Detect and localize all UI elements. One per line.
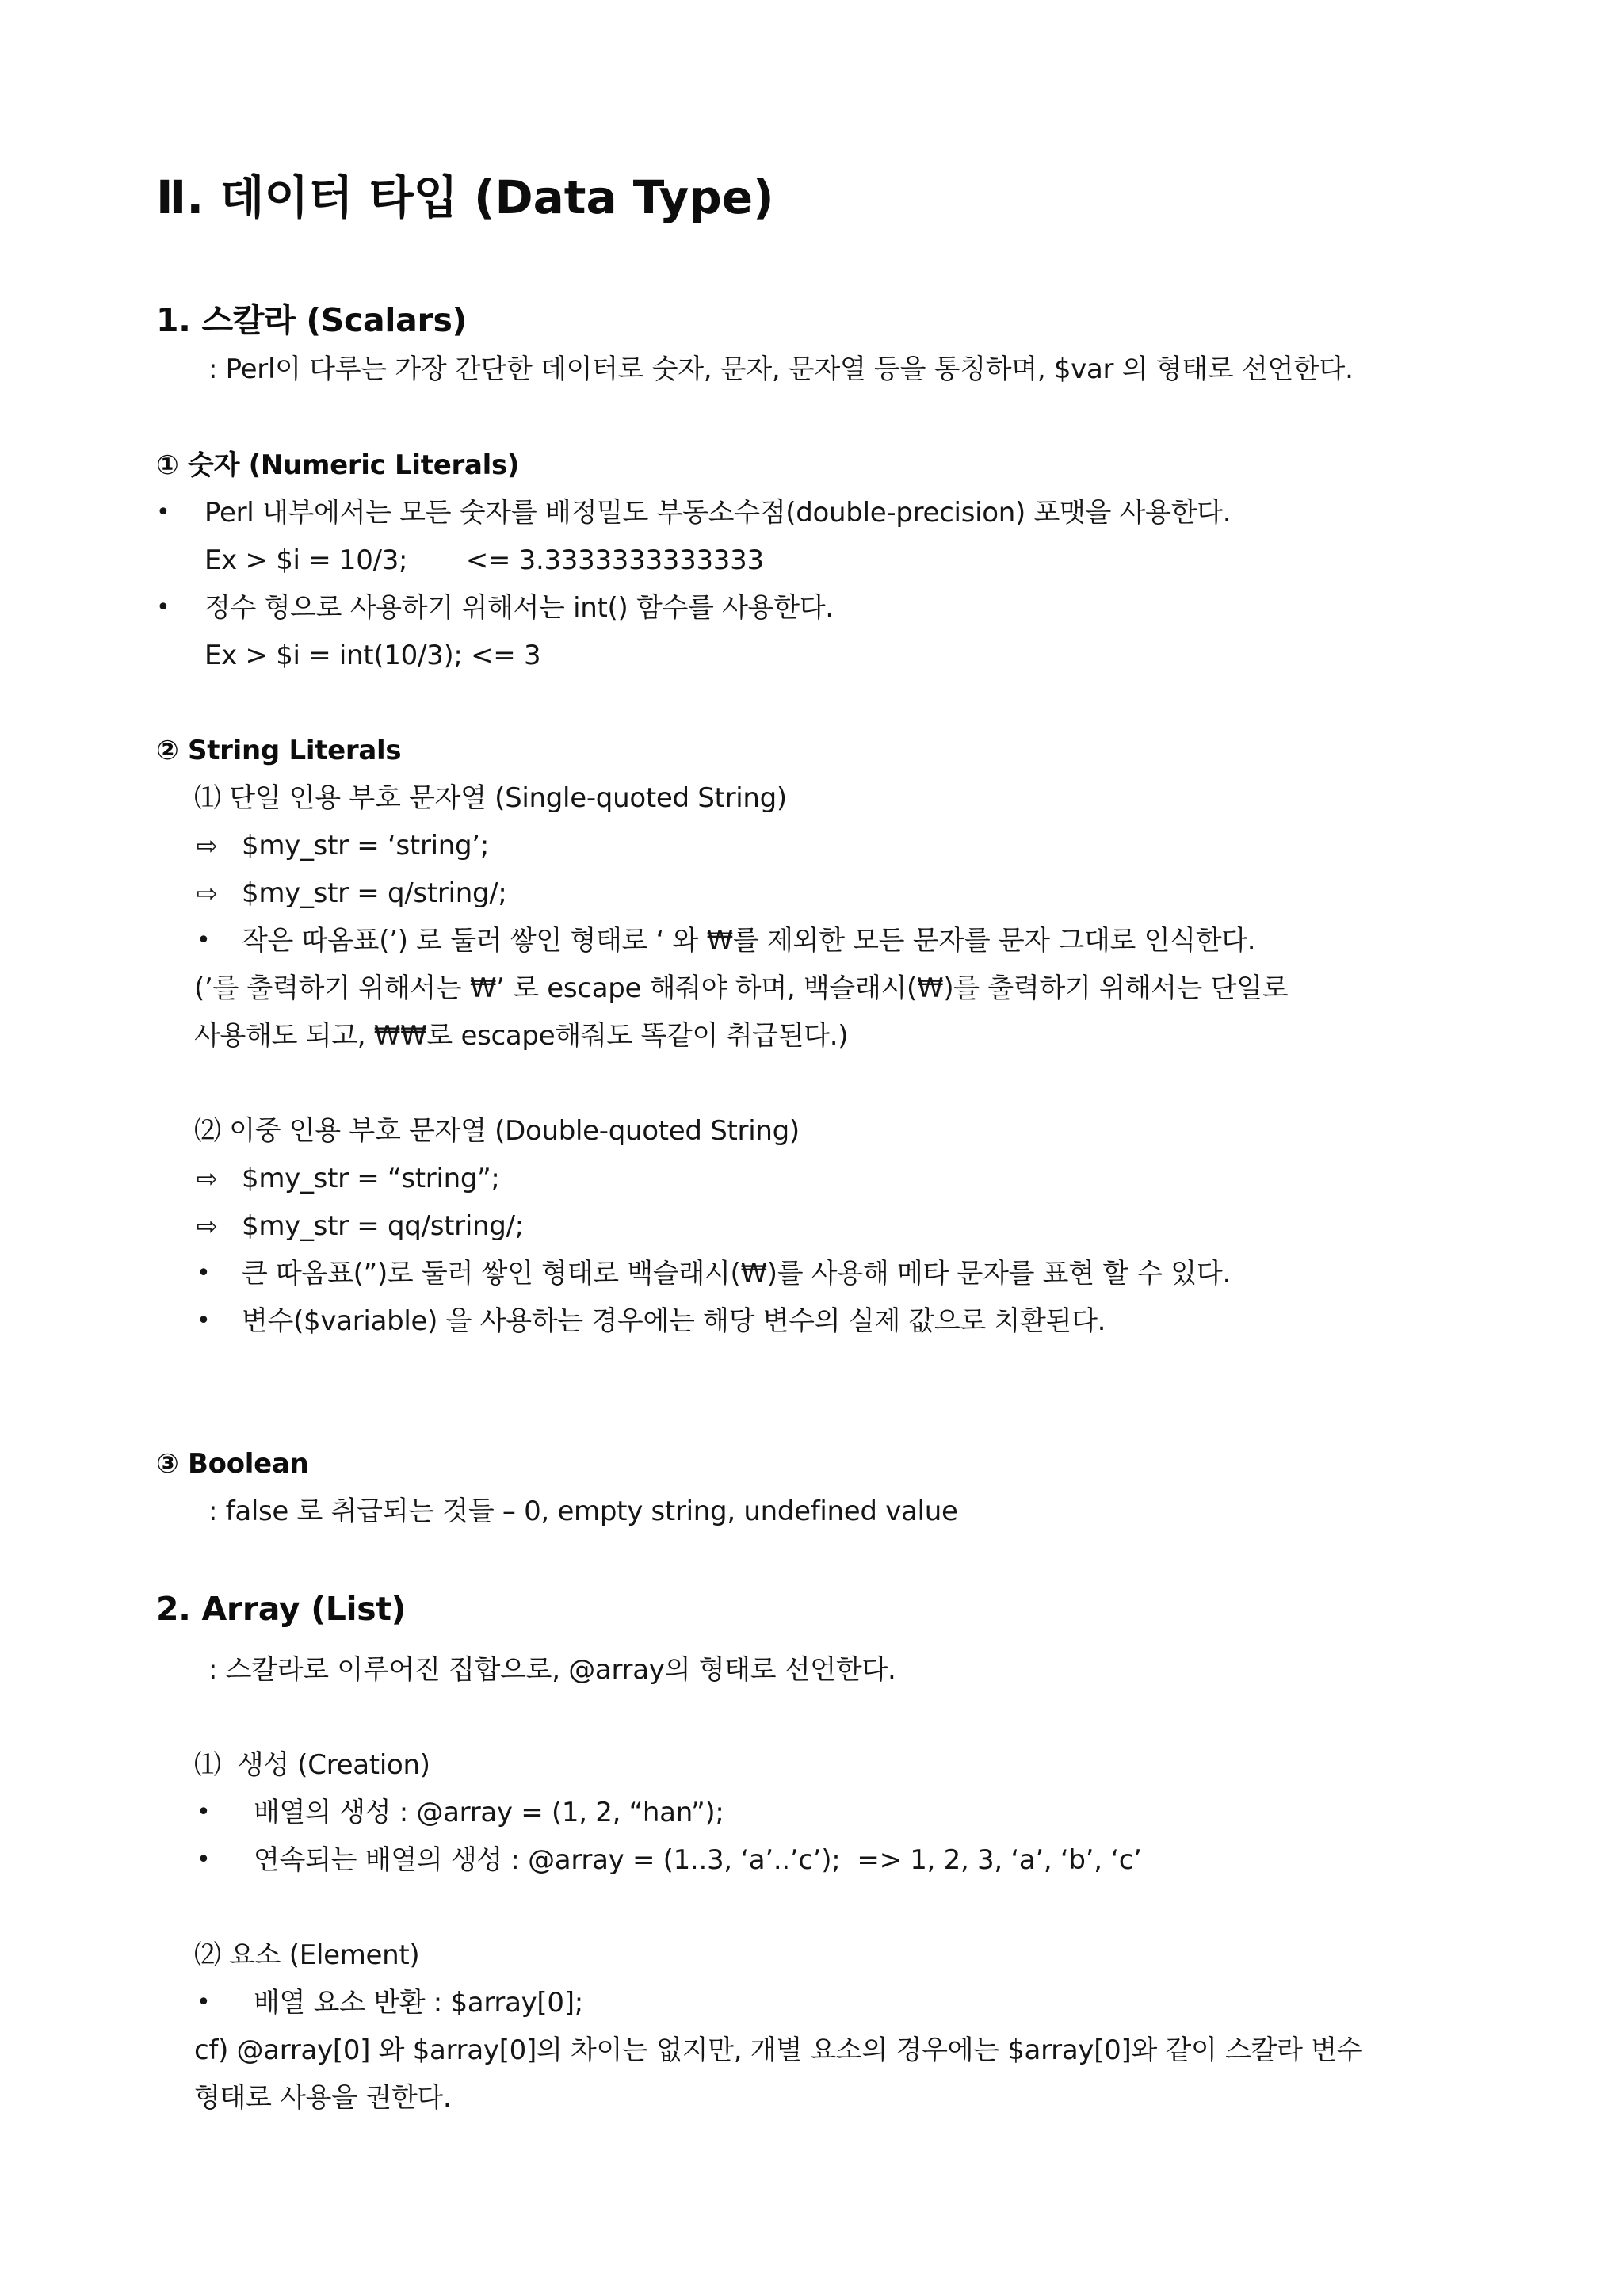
arrow-right-icon: ⇨ bbox=[197, 1163, 218, 1194]
bullet-icon: • bbox=[197, 1307, 211, 1335]
array-heading: 2. Array (List) bbox=[156, 1590, 407, 1628]
string-literals-heading: ② String Literals bbox=[156, 735, 402, 766]
arrow-right-icon: ⇨ bbox=[197, 1211, 218, 1241]
double-quoted-code-2: $my_str = qq/string/; bbox=[242, 1210, 524, 1242]
scalars-description: : Perl이 다루는 가장 간단한 데이터로 숫자, 문자, 문자열 등을 통칭하며, $var 의 형태로 선언한다. bbox=[208, 353, 1354, 385]
numeric-literals-heading: ① 숫자 (Numeric Literals) bbox=[156, 449, 520, 481]
single-quoted-title: ⑴ 단일 인용 부호 문자열 (Single-quoted String) bbox=[194, 782, 787, 814]
bullet-icon: • bbox=[156, 594, 170, 621]
boolean-heading: ③ Boolean bbox=[156, 1448, 309, 1480]
double-quoted-bullet-1: 큰 따옴표(”)로 둘러 쌓인 형태로 백슬래시(₩)를 사용해 메타 문자를 표현 할 수 있다. bbox=[242, 1258, 1231, 1289]
array-creation-bullet-2: 연속되는 배열의 생성 : @array = (1..3, ‘a’..’c’); => 1, 2, 3, ‘a’, ‘b’, ‘c’ bbox=[254, 1844, 1142, 1876]
single-quoted-note-2: 사용해도 되고, ₩₩로 escape해줘도 똑같이 취급된다.) bbox=[194, 1020, 849, 1052]
bullet-icon: • bbox=[156, 499, 170, 526]
bullet-icon: • bbox=[197, 1846, 211, 1874]
single-quoted-code-2: $my_str = q/string/; bbox=[242, 877, 507, 909]
array-creation-bullet-1: 배열의 생성 : @array = (1, 2, “han”); bbox=[254, 1797, 724, 1828]
numeric-bullet-2: 정수 형으로 사용하기 위해서는 int() 함수를 사용한다. bbox=[204, 592, 834, 624]
arrow-right-icon: ⇨ bbox=[197, 878, 218, 908]
array-element-note-2: 형태로 사용을 권한다. bbox=[194, 2082, 452, 2114]
numeric-example-2: Ex > $i = int(10/3); <= 3 bbox=[204, 640, 541, 671]
array-creation-title: ⑴ 생성 (Creation) bbox=[194, 1749, 430, 1781]
numeric-example-1: Ex > $i = 10/3; <= 3.3333333333333 bbox=[204, 544, 764, 576]
single-quoted-code-1: $my_str = ‘string’; bbox=[242, 830, 489, 861]
double-quoted-title: ⑵ 이중 인용 부호 문자열 (Double-quoted String) bbox=[194, 1115, 800, 1147]
double-quoted-bullet-2: 변수($variable) 을 사용하는 경우에는 해당 변수의 실제 값으로 치환된다. bbox=[242, 1305, 1106, 1337]
single-quoted-note-1: (’를 출력하기 위해서는 ₩’ 로 escape 해줘야 하며, 백슬래시(₩)를 출력하기 위해서는 단일로 bbox=[194, 972, 1289, 1004]
boolean-description: : false 로 취급되는 것들 – 0, empty string, undefined value bbox=[208, 1496, 958, 1527]
arrow-right-icon: ⇨ bbox=[197, 831, 218, 861]
array-element-note-1: cf) @array[0] 와 $array[0]의 차이는 없지만, 개별 요소의 경우에는 $array[0]와 같이 스칼라 변수 bbox=[194, 2034, 1363, 2066]
double-quoted-code-1: $my_str = “string”; bbox=[242, 1163, 500, 1194]
single-quoted-bullet: 작은 따옴표(’) 로 둘러 쌓인 형태로 ‘ 와 ₩를 제외한 모든 문자를 문자 그대로 인식한다. bbox=[242, 925, 1256, 957]
array-element-title: ⑵ 요소 (Element) bbox=[194, 1939, 420, 1971]
array-description: : 스칼라로 이루어진 집합으로, @array의 형태로 선언한다. bbox=[208, 1654, 896, 1686]
page-title: Ⅱ. 데이터 타입 (Data Type) bbox=[156, 170, 774, 224]
bullet-icon: • bbox=[197, 1259, 211, 1287]
bullet-icon: • bbox=[197, 1988, 211, 2016]
array-element-bullet: 배열 요소 반환 : $array[0]; bbox=[254, 1987, 583, 2019]
bullet-icon: • bbox=[197, 926, 211, 954]
bullet-icon: • bbox=[197, 1798, 211, 1826]
numeric-bullet-1: Perl 내부에서는 모든 숫자를 배정밀도 부동소수점(double-precision) 포맷을 사용한다. bbox=[204, 497, 1232, 529]
scalars-heading: 1. 스칼라 (Scalars) bbox=[156, 301, 467, 339]
